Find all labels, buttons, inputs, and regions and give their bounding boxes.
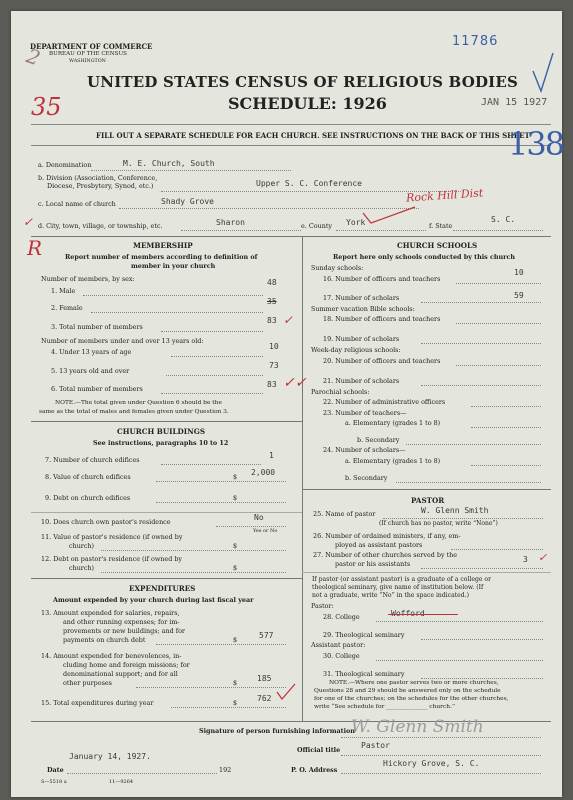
hand-mark-top: 2 <box>23 43 44 71</box>
school-18-line <box>456 323 541 324</box>
pastor-25-line <box>383 518 543 519</box>
edifices-value-line <box>156 481 286 482</box>
yes-no-hint: Yes or No <box>253 528 278 534</box>
exp-14-line-4: other purposes <box>63 679 112 687</box>
school-16-label: 16. Number of officers and teachers <box>323 275 441 283</box>
pastor-29-line <box>421 639 543 640</box>
exp-13-value: 577 <box>259 631 274 640</box>
expenditures-rule <box>31 578 302 579</box>
po-address-value: Hickory Grove, S. C. <box>383 759 480 768</box>
residence-owned-line <box>216 526 286 527</box>
hand-check-county-icon <box>361 205 416 225</box>
under-13-label: 4. Under 13 years of age <box>51 348 132 356</box>
date-label: Date <box>47 766 64 774</box>
pastor-26-line-1: 26. Number of ordained ministers, if any, em- <box>313 532 461 540</box>
edifices-count-label: 7. Number of church edifices <box>45 456 140 464</box>
exp-13-line <box>156 644 286 645</box>
school-19-label: 19. Number of scholars <box>323 335 400 343</box>
buildings-intro: See instructions, paragraphs 10 to 12 <box>93 439 229 447</box>
school-17-label: 17. Number of scholars <box>323 294 400 302</box>
school-17-line <box>421 302 541 303</box>
check-mark-icon <box>531 51 555 95</box>
residence-debt-label: 12. Debt on pastor's residence (if owned by <box>41 555 183 563</box>
exp-14-line-3: denominational support; and for all <box>63 670 178 678</box>
under-13-line <box>171 356 263 357</box>
pastor-27-line <box>421 568 543 569</box>
division-label-2: Diocese, Presbytery, Synod, etc.) <box>47 182 154 190</box>
exp-14-line-1: 14. Amount expended for benevolences, in- <box>41 652 182 660</box>
school-22-label: 22. Number of administrative officers <box>323 398 446 406</box>
city-label: d. City, town, village, or township, etc. <box>38 222 163 230</box>
school-21-label: 21. Number of scholars <box>323 377 400 385</box>
school-22-line <box>471 406 541 407</box>
pastor-26-line <box>451 549 543 550</box>
residence-value-label: 11. Value of pastor's residence (if owned by <box>41 533 183 541</box>
city-value: Sharon <box>216 218 245 227</box>
section-rule-top <box>31 236 551 237</box>
membership-note-2: same as the total of males and females given under Question 3. <box>39 409 229 415</box>
church-word-2: church) <box>69 564 95 572</box>
po-address-line <box>341 773 541 774</box>
signature-image: W. Glenn Smith <box>351 717 484 737</box>
exp-15-line <box>171 707 286 708</box>
state-value: S. C. <box>491 215 516 224</box>
membership-title: MEMBERSHIP <box>133 241 193 250</box>
county-label: e. County <box>301 222 332 230</box>
school-24b-line <box>396 482 541 483</box>
school-16-line <box>456 283 541 284</box>
column-divider <box>302 236 303 721</box>
page-title: UNITED STATES CENSUS OF RELIGIOUS BODIES <box>87 73 519 91</box>
hand-check-15-icon <box>275 683 297 701</box>
print-number: 11—9264 <box>109 779 134 785</box>
pastor-27-value: 3 <box>523 555 528 564</box>
pastor-note-1: NOTE.—Where one pastor serves two or more churches, <box>329 680 499 686</box>
edifices-value-value: 2,000 <box>251 468 276 477</box>
date-line <box>67 773 217 774</box>
official-title-line <box>341 755 541 756</box>
exp-14-line-2: cluding home and foreign missions; for <box>63 661 190 669</box>
church-word-1: church) <box>69 542 95 550</box>
buildings-title: CHURCH BUILDINGS <box>117 427 206 436</box>
exp-15-value: 762 <box>257 694 272 703</box>
pastor-26-line-2: ployed as assistant pastors <box>335 541 423 549</box>
pastor-27-line-2: pastor or his assistants <box>335 560 411 568</box>
exp-13-line-4: payments on church debt <box>63 636 146 644</box>
date-stamp: JAN 15 1927 <box>481 97 548 108</box>
census-schedule-page <box>11 11 562 797</box>
membership-note-1: NOTE.—The total given under Question 6 should be the <box>55 400 222 406</box>
serial-number: 11786 <box>452 34 499 49</box>
grad-line-2: theological seminary, give name of institution below. (If <box>312 584 484 591</box>
pastor-rule <box>302 489 551 490</box>
dollar-sign: $ <box>233 542 238 550</box>
bureau-label: BUREAU OF THE CENSUS <box>49 51 128 57</box>
form-number: S—5518 a <box>41 779 67 785</box>
over-13-value: 73 <box>269 361 279 370</box>
hand-check-d: ✓ <box>23 215 34 229</box>
pastor-note-2: Questions 28 and 29 should be answered only on the schedule <box>314 688 501 694</box>
denomination-line <box>91 170 291 171</box>
total-members-value: 83 <box>267 316 277 325</box>
hand-number-left: 35 <box>31 93 62 121</box>
by-sex-label: Number of members, by sex: <box>41 275 135 283</box>
church-name-label: c. Local name of church <box>38 200 116 208</box>
male-line <box>83 295 263 296</box>
schools-intro: Report here only schools conducted by this church <box>333 253 516 261</box>
state-label: f. State <box>429 222 453 230</box>
dollar-sign: $ <box>233 494 238 502</box>
school-24b-label: b. Secondary <box>345 474 388 482</box>
official-title-label: Official title <box>297 746 341 754</box>
membership-intro-2: member in your church <box>131 262 216 270</box>
state-line <box>453 230 543 231</box>
department-label: DEPARTMENT OF COMMERCE <box>30 42 153 51</box>
pastor-27-line-1: 27. Number of other churches served by the <box>313 551 458 559</box>
po-address-label: P. O. Address <box>291 766 338 774</box>
grad-rule <box>302 572 551 573</box>
female-label: 2. Female <box>51 304 83 312</box>
hand-check-6: ✓✓ <box>283 375 307 391</box>
over-13-line <box>166 375 263 376</box>
buildings-rule <box>31 421 302 422</box>
pastor-28-line <box>376 621 543 622</box>
exp-13-line-3: provements or new buildings; and for <box>63 627 185 635</box>
total-members-label: 3. Total number of members <box>51 323 143 331</box>
school-18-label: 18. Number of officers and teachers <box>323 315 441 323</box>
edifices-debt-label: 9. Debt on church edifices <box>45 494 131 502</box>
school-19-line <box>421 343 541 344</box>
school-23-label: 23. Number of teachers— <box>323 409 407 417</box>
female-value: 35 <box>267 297 277 306</box>
edifices-value-label: 8. Value of church edifices <box>45 473 131 481</box>
residence-owned-label: 10. Does church own pastor's residence <box>41 518 171 526</box>
school-23a-line <box>471 427 541 428</box>
pastor-note-4: write “See schedule for ______________ church.” <box>314 704 455 710</box>
district-note: Rock Hill Dist <box>405 186 484 205</box>
total-members-2-label: 6. Total number of members <box>51 385 143 393</box>
assistant-subheading: Assistant pastor: <box>311 641 366 649</box>
edifices-debt-line <box>156 502 286 503</box>
city-label: WASHINGTON <box>69 59 106 64</box>
pastor-25-note: (If church has no pastor, write “None”) <box>379 520 498 527</box>
grad-line-1: If pastor (or assistant pastor) is a graduate of a college or <box>312 576 492 583</box>
pastor-title: PASTOR <box>411 496 445 505</box>
dollar-sign: $ <box>233 636 238 644</box>
exp-14-line <box>136 687 286 688</box>
instruction-rule <box>31 145 551 146</box>
hand-mark-r: R <box>27 236 43 260</box>
residence-value-line <box>101 550 286 551</box>
county-line <box>336 230 426 231</box>
exp-13-line-1: 13. Amount expended for salaries, repairs, <box>41 609 180 617</box>
membership-intro-1: Report number of members according to definition of <box>65 253 258 261</box>
pastor-31-label: 31. Theological seminary <box>323 670 405 678</box>
dollar-sign: $ <box>233 473 238 481</box>
sunday-heading: Sunday schools: <box>311 264 364 272</box>
edifices-count-value: 1 <box>269 451 274 460</box>
instruction-line: FILL OUT A SEPARATE SCHEDULE FOR EACH CHURCH. SEE INSTRUCTIONS ON THE BACK OF THIS SHEET <box>96 131 530 140</box>
county-value: York <box>346 218 366 227</box>
age-heading: Number of members under and over 13 years old: <box>41 337 204 345</box>
hand-underline-28 <box>388 614 458 615</box>
church-name-value: Shady Grove <box>161 197 214 206</box>
signature-label: Signature of person furnishing information <box>199 727 355 735</box>
school-23a-label: a. Elementary (grades 1 to 8) <box>345 419 441 427</box>
school-23b-label: b. Secondary <box>357 436 400 444</box>
school-24a-line <box>471 465 541 466</box>
residence-owned-value: No <box>254 513 264 522</box>
total-members-line <box>161 331 263 332</box>
school-21-line <box>421 385 541 386</box>
pastor-subheading: Pastor: <box>311 602 334 610</box>
total-members-2-line <box>161 393 263 394</box>
school-16-value: 10 <box>514 268 524 277</box>
division-value: Upper S. C. Conference <box>256 179 362 188</box>
schedule-title: SCHEDULE: 1926 <box>228 94 387 113</box>
official-title-value: Pastor <box>361 741 390 750</box>
signature-line <box>341 737 541 738</box>
grad-line-3: not a graduate, write “No” in the space indicated.) <box>312 592 470 599</box>
dollar-sign: $ <box>233 699 238 707</box>
dollar-sign: $ <box>233 679 238 687</box>
parochial-heading: Parochial schools: <box>311 388 370 396</box>
school-23b-line <box>406 444 541 445</box>
female-line <box>91 312 263 313</box>
exp-14-value: 185 <box>257 674 272 683</box>
exp-13-line-2: and other running expenses; for im- <box>63 618 180 626</box>
header-rule <box>31 124 551 125</box>
school-24-label: 24. Number of scholars— <box>323 446 406 454</box>
weekday-heading: Week-day religious schools: <box>311 346 401 354</box>
school-17-value: 59 <box>514 291 524 300</box>
denomination-value: M. E. Church, South <box>123 159 215 168</box>
pastor-30-label: 30. College <box>323 652 360 660</box>
pastor-30-line <box>376 660 543 661</box>
total-members-2-value: 83 <box>267 380 277 389</box>
exp-15-label: 15. Total expenditures during year <box>41 699 154 707</box>
city-line <box>181 230 301 231</box>
pastor-28-label: 28. College <box>323 613 360 621</box>
male-label: 1. Male <box>51 287 76 295</box>
hand-check-27: ✓ <box>538 551 548 564</box>
schools-title: CHURCH SCHOOLS <box>397 241 478 250</box>
over-13-label: 5. 13 years old and over <box>51 367 130 375</box>
date-value: January 14, 1927. <box>69 752 151 761</box>
school-20-label: 20. Number of officers and teachers <box>323 357 441 365</box>
school-24a-label: a. Elementary (grades 1 to 8) <box>345 457 441 465</box>
vacation-heading: Summer vacation Bible schools: <box>311 305 415 313</box>
pastor-29-label: 29. Theological seminary <box>323 631 405 639</box>
dollar-sign: $ <box>233 564 238 572</box>
year-label: 192 <box>219 766 232 774</box>
male-value: 48 <box>267 278 277 287</box>
pastor-note-3: for one of the churches; on the schedules for the other churches, <box>314 696 509 702</box>
denomination-label: a. Denomination <box>38 161 92 169</box>
division-label: b. Division (Association, Conference, <box>38 174 158 182</box>
school-20-line <box>456 365 541 366</box>
hand-check-3: ✓ <box>283 313 294 327</box>
residence-debt-line <box>101 572 286 573</box>
under-13-value: 10 <box>269 342 279 351</box>
hand-number-right: 138 <box>508 125 564 163</box>
expenditures-intro: Amount expended by your church during last fiscal year <box>53 596 254 604</box>
pastor-31-line <box>421 678 543 679</box>
pastor-25-label: 25. Name of pastor <box>313 510 376 518</box>
expenditures-title: EXPENDITURES <box>129 584 196 593</box>
pastor-25-value: W. Glenn Smith <box>421 506 489 515</box>
edifices-count-line <box>161 464 261 465</box>
